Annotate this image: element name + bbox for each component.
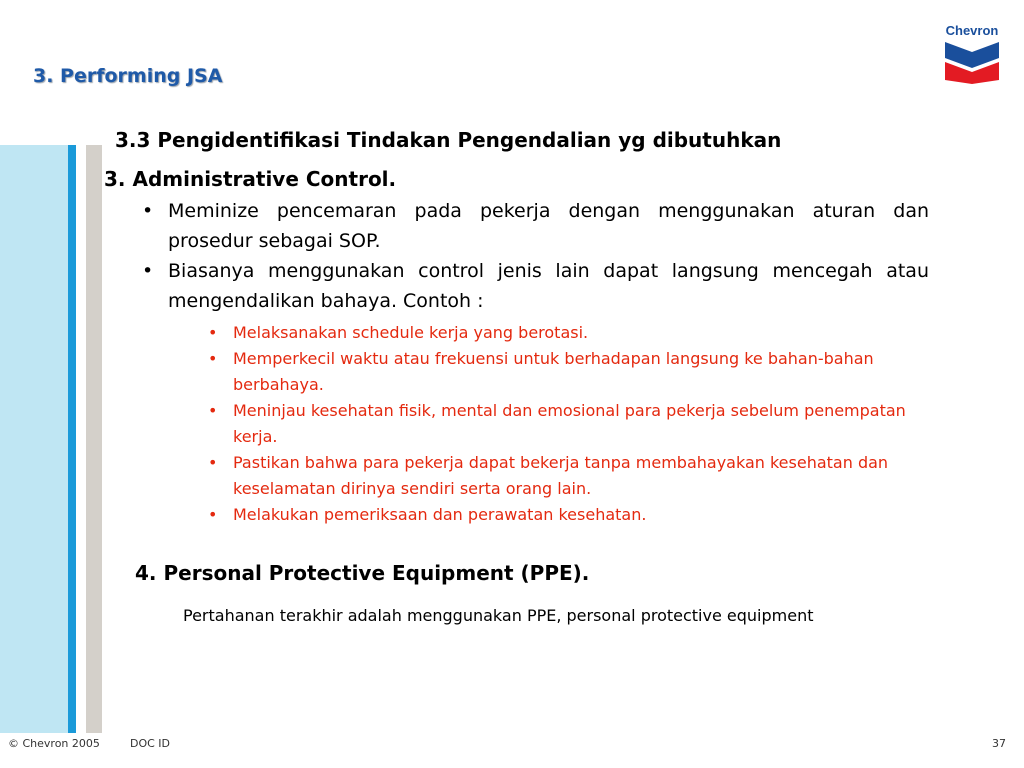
example-text: Memperkecil waktu atau frekuensi untuk berhadapan langsung ke bahan-bahan berbahaya. xyxy=(233,349,874,394)
decor-band-blue xyxy=(68,145,76,733)
example-text: Melaksanakan schedule kerja yang berotasi. xyxy=(233,323,589,342)
ppe-description: Pertahanan terakhir adalah menggunakan PPE, personal protective equipment xyxy=(183,606,814,625)
footer-page-number: 37 xyxy=(992,737,1006,750)
decor-band-gray xyxy=(86,145,102,733)
section-heading: 3.3 Pengidentifikasi Tindakan Pengendalian yg dibutuhkan xyxy=(115,128,782,152)
example-text: Pastikan bahwa para pekerja dapat bekerja tanpa membahayakan kesehatan dan keselamatan dirinya sendiri serta orang lain. xyxy=(233,453,889,498)
logo-text: Chevron xyxy=(945,23,999,38)
bullet-icon: • xyxy=(142,260,154,282)
logo-chevron-blue xyxy=(945,42,999,68)
example-bullet-item xyxy=(208,320,930,346)
example-bullet-item xyxy=(208,346,930,398)
bullet-icon: • xyxy=(208,349,218,368)
example-bullet-item xyxy=(208,502,930,528)
bullet-icon: • xyxy=(208,505,218,524)
main-bullet-text: Biasanya menggunakan control jenis lain dapat langsung mencegah atau mengendalikan bahaya. Contoh : xyxy=(168,260,929,312)
example-bullet-list xyxy=(208,320,930,528)
main-bullet-list xyxy=(142,196,929,316)
sub-heading: 3. Administrative Control. xyxy=(104,167,397,191)
bullet-icon: • xyxy=(142,200,154,222)
main-bullet-item xyxy=(142,196,929,256)
example-text: Melakukan pemeriksaan dan perawatan kesehatan. xyxy=(233,505,647,524)
ppe-heading: 4. Personal Protective Equipment (PPE). xyxy=(135,561,590,585)
bullet-icon: • xyxy=(208,323,218,342)
bullet-icon: • xyxy=(208,401,218,420)
footer-doc-id: DOC ID xyxy=(130,737,171,750)
page-title: 3. Performing JSA xyxy=(33,65,223,87)
bullet-icon: • xyxy=(208,453,218,472)
decor-band-light xyxy=(0,145,68,733)
example-bullet-item xyxy=(208,398,930,450)
main-bullet-item xyxy=(142,256,929,316)
decor-band-gap xyxy=(76,145,86,733)
main-bullet-text: Meminize pencemaran pada pekerja dengan menggunakan aturan dan prosedur sebagai SOP. xyxy=(168,200,929,252)
footer-copyright: © Chevron 2005 xyxy=(8,737,100,750)
chevron-logo-icon xyxy=(941,22,1003,84)
example-bullet-item xyxy=(208,450,930,502)
example-text: Meninjau kesehatan fisik, mental dan emosional para pekerja sebelum penempatan kerja. xyxy=(233,401,906,446)
